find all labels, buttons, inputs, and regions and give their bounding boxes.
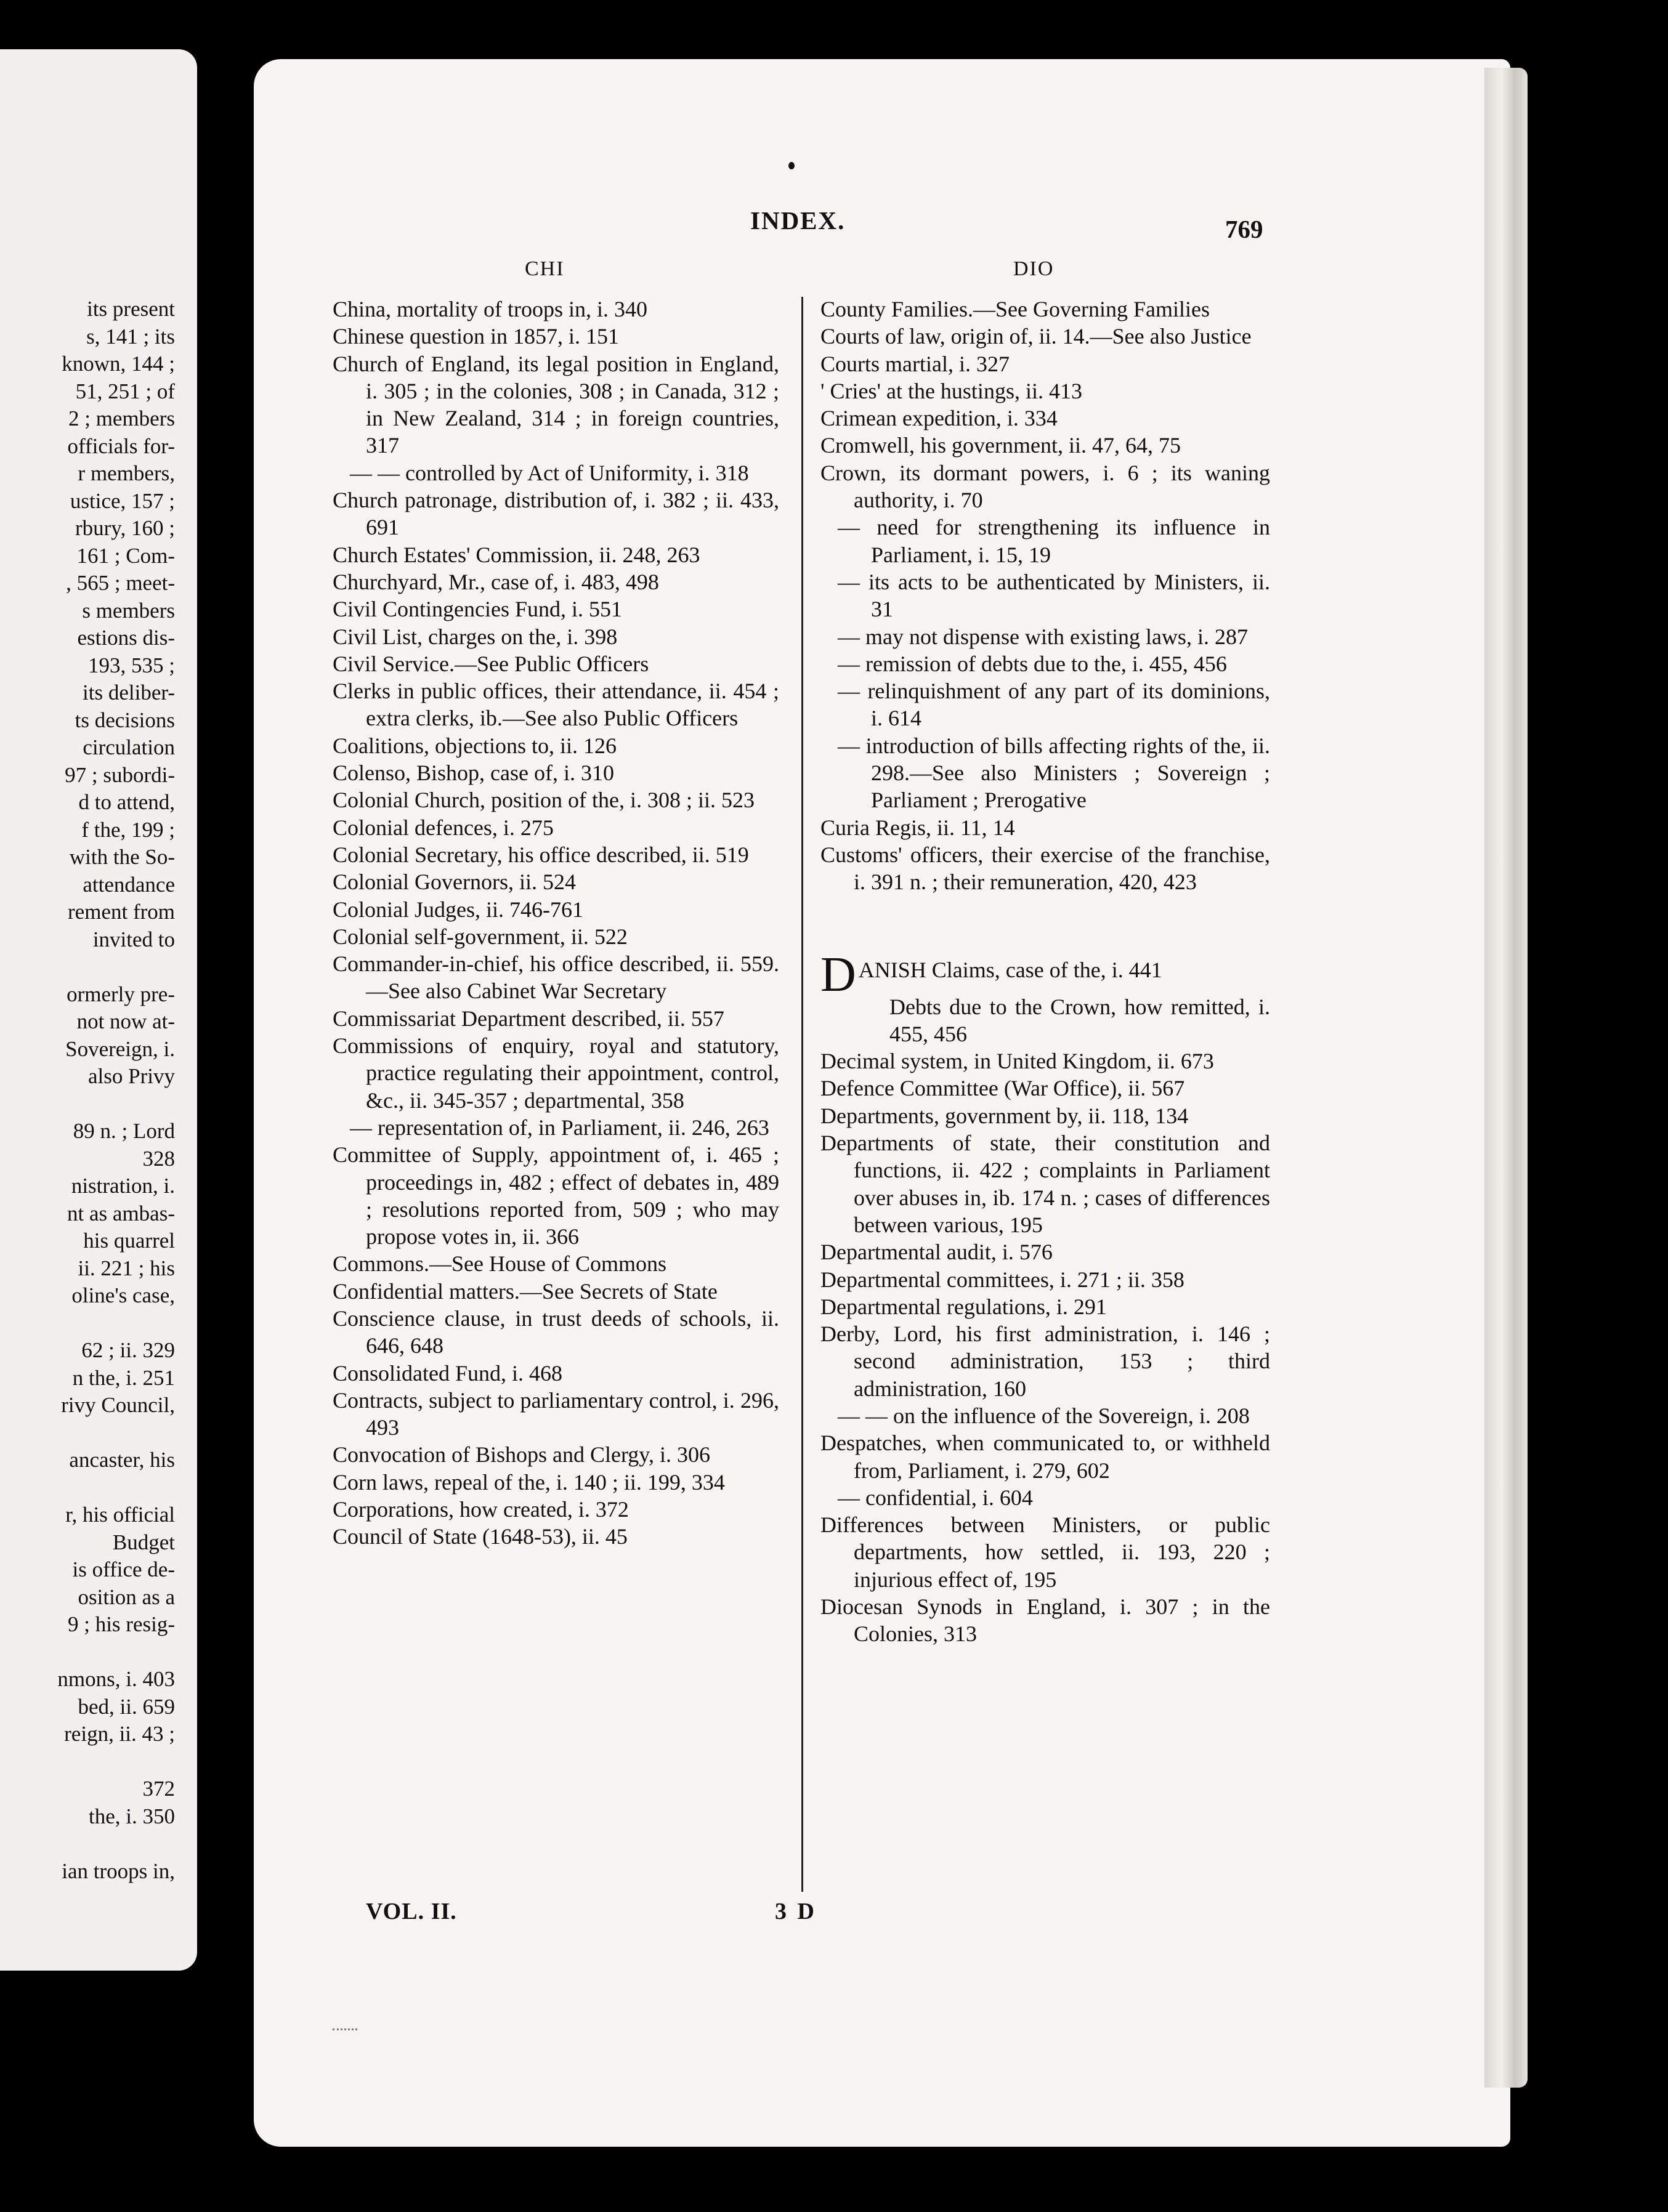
index-entry: Committee of Supply, appointment of, i. 465 ; proceedings in, 482 ; effect of debates in, 489 ; resolutions reported from, 509 ; who may propose votes in, ii. 366 — [333, 1142, 779, 1249]
left-index-column — [333, 296, 779, 1551]
index-entry: Departments of state, their constitution and functions, ii. 422 ; complaints in Parliament over abuses in, ib. 174 n. ; cases of differences between various, 195 — [820, 1131, 1270, 1237]
facing-page-line: 193, 535 ; — [88, 653, 175, 677]
facing-page-line: ts decisions — [75, 708, 175, 732]
danish-debts-entry: Debts due to the Crown, how remitted, i. 455, 456 — [889, 994, 1270, 1046]
index-entry: — representation of, in Parliament, ii. 246, 263 — [350, 1115, 769, 1140]
facing-page-line: rivy Council, — [61, 1393, 175, 1417]
facing-page-line: osition as a — [78, 1584, 175, 1609]
index-entry: Council of State (1648-53), ii. 45 — [333, 1524, 628, 1549]
facing-page-text — [0, 296, 175, 1885]
ink-dot — [788, 162, 795, 169]
index-entry: Confidential matters.—See Secrets of State — [333, 1278, 718, 1304]
line-gap — [0, 1830, 175, 1858]
facing-page-line: Budget — [112, 1530, 175, 1554]
facing-page-line: ormerly pre- — [67, 982, 175, 1006]
facing-page-line: s members — [82, 598, 175, 623]
index-entry: Churchyard, Mr., case of, i. 483, 498 — [333, 569, 659, 594]
index-entry: Cromwell, his government, ii. 47, 64, 75 — [820, 433, 1181, 458]
facing-page-line: 161 ; Com- — [76, 543, 175, 568]
facing-page-line: rement from — [68, 900, 175, 924]
facing-page-line: 372 — [142, 1777, 175, 1801]
index-entry: Church patronage, distribution of, i. 382 ; ii. 433, 691 — [333, 488, 779, 540]
facing-page-line: his quarrel — [83, 1229, 175, 1253]
index-entry: Colenso, Bishop, case of, i. 310 — [333, 761, 614, 786]
facing-page-line: nistration, i. — [71, 1174, 175, 1198]
facing-page-line: 62 ; ii. 329 — [81, 1338, 175, 1362]
line-gap — [0, 1091, 175, 1118]
column-divider — [801, 297, 803, 1892]
index-entry: Church of England, its legal position in England, i. 305 ; in the colonies, 308 ; in Canada, 312 ; in New Zealand, 314 ; in foreign countries, 317 — [333, 351, 779, 458]
facing-page-line: circulation — [83, 735, 175, 759]
facing-page-line: r members, — [78, 461, 175, 485]
facing-page-line: Sovereign, i. — [65, 1036, 175, 1061]
index-entry: Curia Regis, ii. 11, 14 — [820, 815, 1015, 840]
index-entry: Colonial Governors, ii. 524 — [333, 870, 576, 895]
index-entry: Convocation of Bishops and Clergy, i. 306 — [333, 1442, 710, 1467]
line-gap — [0, 1419, 175, 1447]
page-edge — [1484, 68, 1528, 2088]
facing-page — [0, 49, 197, 1971]
index-entry: Colonial Church, position of the, i. 308 ; ii. 523 — [333, 788, 755, 813]
line-gap — [0, 1474, 175, 1502]
danish-entry — [820, 947, 1270, 1002]
index-entry: Customs' officers, their exercise of the franchise, i. 391 n. ; their remuneration, 420, 423 — [820, 842, 1270, 895]
index-entry: Courts martial, i. 327 — [820, 351, 1010, 376]
index-entry: — need for strengthening its influence in Parliament, i. 15, 19 — [838, 515, 1270, 567]
index-entry: Church Estates' Commission, ii. 248, 263 — [333, 542, 700, 567]
facing-page-line: attendance — [83, 872, 175, 897]
index-entry: Civil Contingencies Fund, i. 551 — [333, 597, 623, 622]
facing-page-line: d to attend, — [78, 790, 175, 814]
facing-page-line: rbury, 160 ; — [75, 516, 175, 540]
index-entry: Contracts, subject to parliamentary control, i. 296, 493 — [333, 1387, 779, 1440]
index-entry: Departments, government by, ii. 118, 134 — [820, 1103, 1189, 1128]
section-gap — [820, 896, 1270, 950]
danish-claims-entry: ANISH Claims, case of the, i. 441 — [858, 957, 1162, 982]
index-entry: ' Cries' at the hustings, ii. 413 — [820, 378, 1082, 403]
facing-page-line: officials for- — [67, 434, 175, 458]
index-entry: County Families.—See Governing Families — [820, 297, 1210, 321]
drop-cap: D — [820, 947, 856, 1002]
facing-page-line: 9 ; his resig- — [67, 1612, 175, 1636]
index-entry: China, mortality of troops in, i. 340 — [333, 297, 647, 321]
index-entry: Commander-in-chief, his office described, ii. 559.—See also Cabinet War Secretary — [333, 951, 779, 1004]
index-entry: Departmental committees, i. 271 ; ii. 358 — [820, 1267, 1184, 1292]
facing-page-line: ustice, 157 ; — [70, 488, 175, 513]
facing-page-line: 328 — [142, 1146, 175, 1171]
line-gap — [0, 1310, 175, 1338]
index-entry: Decimal system, in United Kingdom, ii. 673 — [820, 1049, 1214, 1074]
index-entry: — confidential, i. 604 — [838, 1485, 1033, 1510]
signature-mark: 3 D — [775, 1899, 817, 1924]
facing-page-line: estions dis- — [77, 626, 175, 650]
index-entry: Commissions of enquiry, royal and statutory, practice regulating their appointment, control, &c., ii. 345-357 ; departmental, 358 — [333, 1033, 779, 1113]
index-entry: Crimean expedition, i. 334 — [820, 406, 1058, 431]
facing-page-line: bed, ii. 659 — [78, 1694, 175, 1719]
facing-page-line: ii. 221 ; his — [78, 1256, 175, 1280]
index-entry: Defence Committee (War Office), ii. 567 — [820, 1076, 1185, 1101]
page-title: INDEX. — [750, 206, 846, 235]
facing-page-line: n the, i. 251 — [72, 1365, 175, 1390]
index-entry: — may not dispense with existing laws, i. 287 — [838, 624, 1248, 649]
facing-page-line: ian troops in, — [62, 1859, 175, 1883]
index-entry: — — controlled by Act of Uniformity, i. 318 — [350, 460, 749, 485]
facing-page-line: also Privy — [88, 1064, 175, 1088]
facing-page-line: is office de- — [72, 1557, 175, 1581]
line-gap — [0, 1748, 175, 1776]
facing-page-line: nmons, i. 403 — [57, 1667, 175, 1691]
left-column-head: CHI — [525, 257, 565, 280]
facing-page-line: its deliber- — [83, 680, 175, 704]
facing-page-line: 51, 251 ; of — [75, 379, 175, 403]
index-entry: Colonial defences, i. 275 — [333, 815, 554, 840]
index-entry: Commons.—See House of Commons — [333, 1251, 667, 1277]
facing-page-line: 2 ; members — [68, 406, 175, 430]
index-entry: — — on the influence of the Sovereign, i. 208 — [838, 1403, 1250, 1428]
index-entry: Colonial Secretary, his office described, ii. 519 — [333, 842, 749, 867]
index-entry: Clerks in public offices, their attendance, ii. 454 ; extra clerks, ib.—See also Public Officers — [333, 679, 779, 731]
index-entry: Diocesan Synods in England, i. 307 ; in the Colonies, 313 — [820, 1594, 1270, 1647]
index-entry: Chinese question in 1857, i. 151 — [333, 324, 619, 349]
facing-page-line: 97 ; subordi- — [65, 762, 175, 787]
facing-page-line: ancaster, his — [69, 1448, 175, 1472]
facing-page-line: invited to — [92, 927, 175, 951]
index-entry: Departmental regulations, i. 291 — [820, 1294, 1107, 1319]
index-entry: Colonial self-government, ii. 522 — [333, 924, 628, 949]
index-entry: Crown, its dormant powers, i. 6 ; its waning authority, i. 70 — [820, 460, 1270, 513]
page-number: 769 — [1225, 215, 1263, 243]
facing-page-line: oline's case, — [71, 1283, 175, 1307]
facing-page-line: , 565 ; meet- — [66, 571, 175, 595]
index-entry: Departmental audit, i. 576 — [820, 1240, 1053, 1265]
index-entry: Civil List, charges on the, i. 398 — [333, 624, 618, 649]
facing-page-line: 89 n. ; Lord — [73, 1119, 175, 1143]
facing-page-line: nt as ambas- — [67, 1201, 175, 1225]
facing-page-line: its present — [87, 297, 175, 321]
index-entry: Consolidated Fund, i. 468 — [333, 1360, 563, 1386]
facing-page-line: the, i. 350 — [89, 1804, 175, 1828]
facing-page-line: with the So- — [69, 845, 175, 869]
index-entry: Courts of law, origin of, ii. 14.—See also Justice — [820, 324, 1252, 349]
index-entry: Commissariat Department described, ii. 557 — [333, 1006, 724, 1031]
right-index-d-entries — [820, 1047, 1270, 1648]
index-entry: Derby, Lord, his first administration, i. 146 ; second administration, 153 ; third administration, 160 — [820, 1322, 1270, 1401]
facing-page-line: f the, 199 ; — [81, 817, 175, 842]
index-entry: — its acts to be authenticated by Ministers, ii. 31 — [838, 569, 1270, 622]
index-entry: Coalitions, objections to, ii. 126 — [333, 733, 617, 758]
line-gap — [0, 953, 175, 981]
right-index-column — [820, 296, 1270, 1648]
index-entry: — relinquishment of any part of its dominions, i. 614 — [838, 679, 1270, 731]
index-entry: Civil Service.—See Public Officers — [333, 651, 649, 676]
facing-page-line: r, his official — [65, 1503, 175, 1527]
right-index-c-entries — [820, 296, 1270, 896]
index-entry: Differences between Ministers, or public departments, how settled, ii. 193, 220 ; injurious effect of, 195 — [820, 1512, 1270, 1592]
volume-footer: VOL. II. — [366, 1899, 457, 1924]
index-entry: Corn laws, repeal of the, i. 140 ; ii. 199, 334 — [333, 1469, 725, 1495]
facing-page-line: not now at- — [76, 1009, 175, 1033]
facing-page-line: reign, ii. 43 ; — [64, 1722, 175, 1746]
index-entry: — introduction of bills affecting rights of the, ii. 298.—See also Ministers ; Sovereign ; Parliament ; Prerogative — [838, 733, 1270, 813]
facing-page-line: s, 141 ; its — [86, 324, 175, 349]
line-gap — [0, 1639, 175, 1666]
index-entry: — remission of debts due to the, i. 455, 456 — [838, 651, 1227, 676]
index-entry: Conscience clause, in trust deeds of schools, ii. 646, 648 — [333, 1306, 779, 1358]
index-entry: Despatches, when communicated to, or withheld from, Parliament, i. 279, 602 — [820, 1431, 1270, 1483]
ink-smudge — [333, 2028, 357, 2035]
facing-page-line: known, 144 ; — [62, 352, 175, 376]
index-entry: Corporations, how created, i. 372 — [333, 1497, 629, 1522]
right-column-head: DIO — [1013, 257, 1055, 280]
index-entry: Colonial Judges, ii. 746-761 — [333, 897, 583, 922]
